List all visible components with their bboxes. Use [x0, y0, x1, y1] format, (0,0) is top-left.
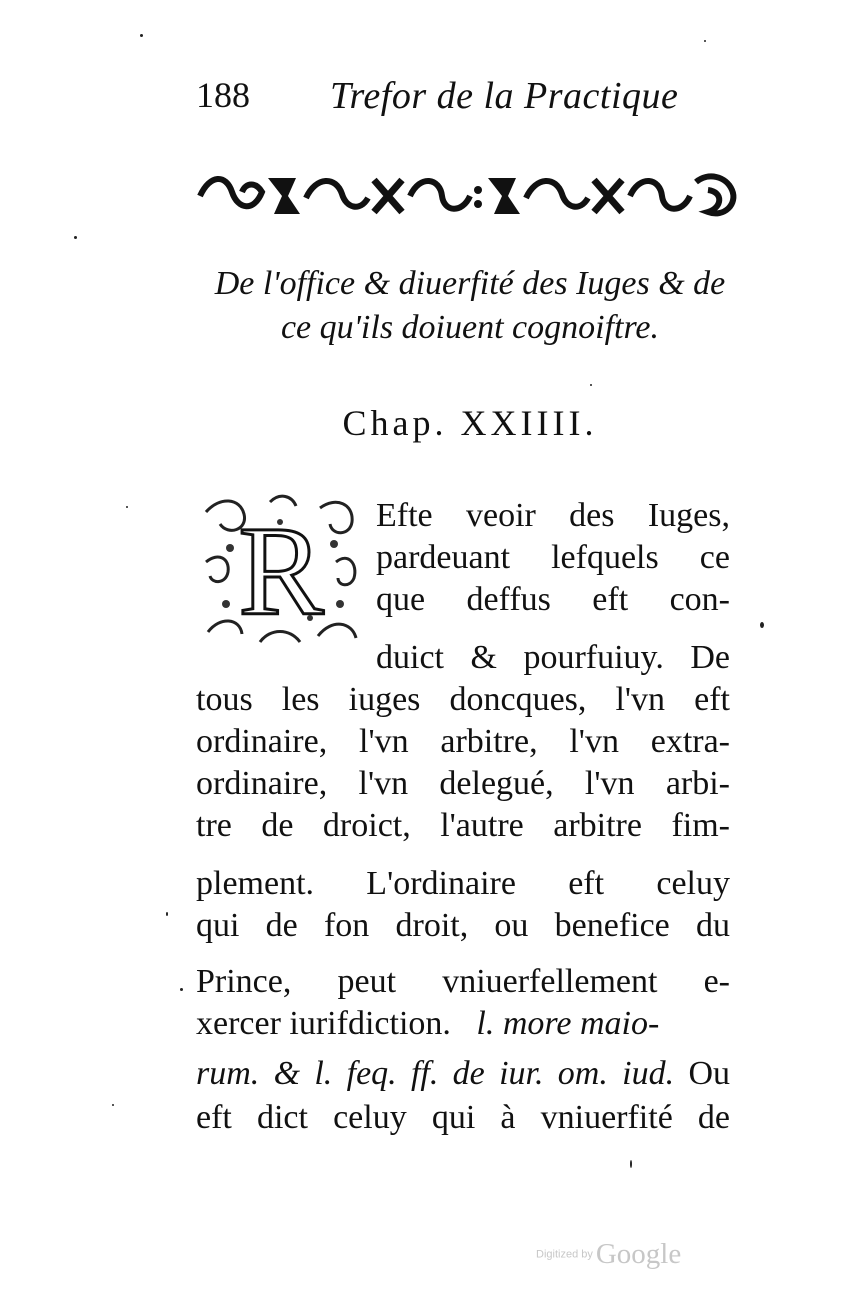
text-line: tous les iuges doncques, l'vn eft — [196, 681, 730, 718]
text-line-with-citation — [196, 1054, 730, 1094]
text-line: Efte veoir des Iuges, — [376, 497, 730, 534]
text-line: ordinaire, l'vn delegué, l'vn arbi- — [196, 765, 730, 802]
chapter-number: Chap. XXIIII. — [342, 403, 598, 443]
text-line: ordinaire, l'vn arbitre, l'vn extra- — [196, 723, 730, 760]
citation-fragment: l. more maio- — [476, 1005, 660, 1042]
citation-fragment: rum. & l. feq. ff. de iur. om. iud. — [196, 1055, 675, 1092]
text-line: que deffus eft con- — [376, 581, 730, 618]
text-line: pardeuant lefquels ce — [376, 539, 730, 576]
decorated-initial — [200, 492, 362, 654]
drop-cap-letter: R — [238, 500, 324, 642]
text-line-with-citation — [196, 1004, 730, 1044]
heading-line: De l'office & diuerfité des Iuges & de — [214, 265, 726, 302]
text-line: eft dict celuy qui à vniuerfité de — [196, 1099, 730, 1136]
running-head — [196, 74, 736, 124]
running-title: Trefor de la Practique — [330, 75, 679, 117]
text-fragment: Ou — [688, 1055, 731, 1092]
heading-line: ce qu'ils doiuent cognoiftre. — [280, 309, 660, 346]
text-line: Prince, peut vniuerfellement e- — [196, 963, 730, 1000]
ornamental-headband — [196, 168, 744, 224]
watermark-prefix: Digitized by — [536, 1248, 593, 1261]
text-line: qui de fon droit, ou benefice du — [196, 907, 730, 944]
text-line: tre de droict, l'autre arbitre fim- — [196, 807, 730, 844]
chapter-heading — [196, 262, 744, 350]
text-line: plement. L'ordinaire eft celuy — [196, 865, 730, 902]
text-line: duict & pourfuiuy. De — [376, 639, 730, 676]
digitized-by-google-watermark — [536, 1238, 736, 1268]
page-number: 188 — [196, 75, 250, 115]
text-fragment: xercer iurifdiction. — [196, 1005, 451, 1042]
google-logo: Google — [595, 1238, 682, 1270]
